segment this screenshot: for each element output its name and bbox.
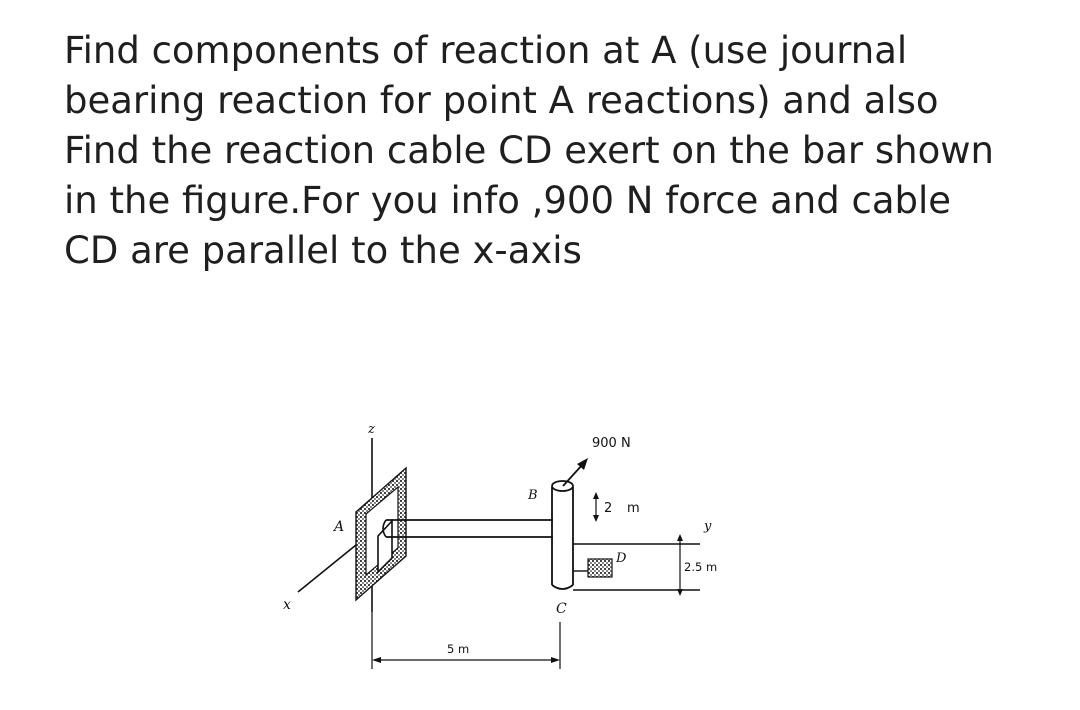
problem-line-1: Find components of reaction at A (use journal [64,29,908,72]
dim-2-5m-arrow-up [677,534,683,541]
dim-2m-arrow-down [593,515,599,522]
dim-2-5m-arrow-down [677,589,683,596]
x-axis-label: x [283,597,291,613]
point-label-A: A [334,519,345,535]
force-900N-line [563,464,583,486]
problem-line-2: bearing reaction for point A reactions) and also [64,79,939,122]
wall-block-D [588,559,612,577]
bar-BC-bottom [552,585,573,589]
dim-5m-arrow-left [372,657,381,663]
problem-line-4: in the figure.For you info ,900 N force and cable [64,179,952,222]
z-axis-label: z [368,422,375,437]
dim-2m-arrow-up [593,492,599,499]
dim-2-5m-label: 2.5 m [684,560,718,574]
y-axis-label: y [704,519,712,534]
point-label-D: D [616,551,627,566]
problem-line-5: CD are parallel to the x-axis [64,229,582,272]
dim-2m-unit: m [627,501,640,516]
force-900N-label: 900 N [592,436,631,451]
dim-2m-number: 2 [604,501,613,516]
dim-5m-arrow-right [551,657,560,663]
bar-BC-top [552,481,573,491]
point-label-B: B [528,488,538,503]
dim-5m-label: 5 m [447,642,470,656]
problem-line-3: Find the reaction cable CD exert on the bar shown [64,129,994,172]
point-label-C: C [556,601,567,617]
